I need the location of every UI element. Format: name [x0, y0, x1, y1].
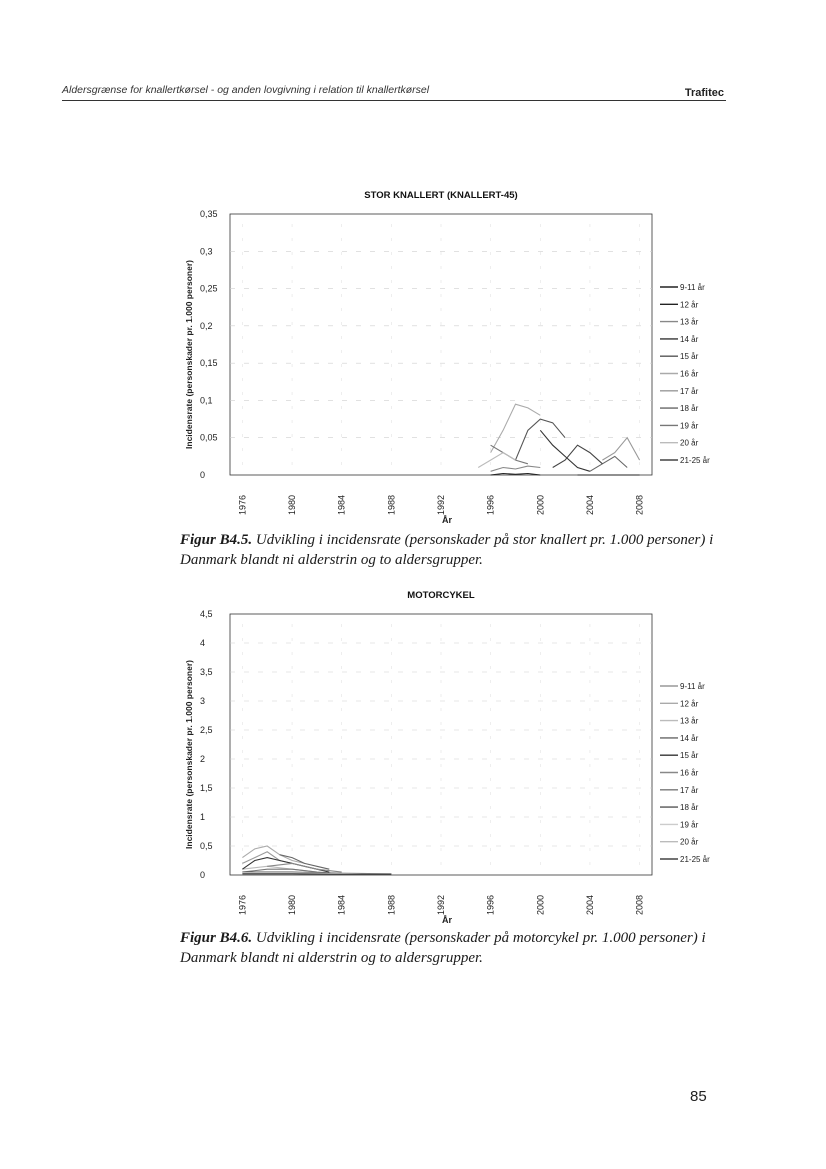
legend-label: 20 år	[680, 438, 699, 448]
x-tick-label: 2000	[535, 494, 546, 516]
legend-label: 12 år	[680, 300, 699, 310]
x-tick-label: 1988	[386, 494, 397, 516]
x-tick-label: 2008	[634, 494, 645, 516]
legend-label: 12 år	[680, 699, 699, 709]
x-tick-label: 1976	[237, 894, 248, 916]
y-tick-label: 0,15	[200, 358, 218, 369]
x-tick-label: 1984	[336, 494, 347, 516]
x-tick-label: 1980	[287, 494, 298, 516]
y-tick-label: 0,5	[200, 841, 213, 851]
legend-label: 15 år	[680, 352, 699, 362]
series-line	[242, 874, 391, 875]
caption-text: Udvikling i incidensrate (personskader på motorcykel pr. 1.000 personer) i Danmark blandt ni alderstrin og to aldersgrupper.	[180, 930, 706, 966]
page-header	[62, 84, 726, 101]
legend-label: 20 år	[680, 837, 699, 847]
y-tick-label: 0,05	[200, 432, 218, 443]
series-line	[491, 466, 541, 471]
legend-label: 16 år	[680, 768, 699, 778]
legend-label: 14 år	[680, 334, 699, 344]
legend-label: 17 år	[680, 386, 699, 396]
x-tick-label: 2008	[634, 894, 645, 916]
x-tick-label: 2000	[535, 894, 546, 916]
figure-caption-b4-6	[180, 928, 740, 968]
x-tick-label: 1996	[485, 894, 496, 916]
x-tick-label: 2004	[584, 894, 595, 916]
x-tick-label: 1976	[237, 494, 248, 516]
series-line	[491, 404, 541, 452]
y-tick-label: 4,5	[200, 609, 213, 619]
y-tick-label: 0,1	[200, 395, 213, 406]
chart-stor-knallert	[150, 182, 740, 526]
x-tick-label: 1996	[485, 494, 496, 516]
y-tick-label: 0,35	[200, 209, 218, 219]
legend-label: 17 år	[680, 785, 699, 795]
legend-label: 9-11 år	[680, 682, 705, 691]
series-line	[540, 430, 590, 471]
figure-caption-b4-5	[180, 530, 740, 570]
y-tick-label: 1,5	[200, 783, 213, 793]
y-tick-label: 0,25	[200, 283, 218, 294]
y-axis-label: Incidensrate (personskader pr. 1.000 personer)	[184, 260, 194, 449]
y-tick-label: 3	[200, 696, 206, 706]
x-axis-label: År	[441, 515, 453, 525]
x-tick-label: 1988	[386, 894, 397, 916]
chart-title: STOR KNALLERT (KNALLERT-45)	[364, 190, 518, 201]
legend-label: 19 år	[680, 820, 699, 830]
series-line	[242, 846, 304, 863]
legend-label: 9-11 år	[680, 283, 705, 292]
y-tick-label: 2	[200, 754, 206, 764]
series-line	[516, 419, 566, 460]
x-tick-label: 1992	[436, 894, 446, 916]
legend-label: 18 år	[680, 803, 699, 813]
y-tick-label: 4	[200, 638, 206, 648]
series-line	[491, 445, 528, 464]
page-number: 85	[690, 1088, 707, 1105]
x-tick-label: 2004	[584, 494, 595, 516]
legend-label: 15 år	[680, 751, 699, 761]
caption-label: Figur B4.6.	[180, 930, 253, 946]
y-tick-label: 0,2	[200, 320, 213, 331]
legend-label: 13 år	[680, 716, 699, 726]
legend-label: 21-25 år	[680, 456, 710, 465]
x-tick-label: 1980	[287, 894, 298, 916]
y-tick-label: 1	[200, 812, 206, 822]
legend-label: 16 år	[680, 369, 699, 379]
series-line	[242, 858, 329, 873]
legend-label: 13 år	[680, 317, 699, 327]
legend-label: 21-25 år	[680, 855, 710, 864]
x-axis-label: År	[441, 915, 453, 925]
x-tick-label: 1992	[436, 494, 446, 516]
y-tick-label: 0	[200, 470, 206, 480]
caption-text: Udvikling i incidensrate (personskader på stor knallert pr. 1.000 personer) i Danmark blandt ni alderstrin og to aldersgrupper.	[180, 532, 714, 568]
legend-label: 14 år	[680, 733, 699, 743]
series-line	[590, 456, 627, 471]
series-line	[478, 453, 515, 468]
y-axis-label: Incidensrate (personskader pr. 1.000 personer)	[184, 660, 194, 849]
caption-label: Figur B4.5.	[180, 532, 253, 548]
header-title: Aldersgrænse for knallertkørsel - og anden lovgivning i relation til knallertkørsel	[62, 84, 430, 96]
y-tick-label: 0	[200, 870, 206, 880]
series-line	[553, 445, 603, 467]
legend-label: 18 år	[680, 404, 699, 414]
y-tick-label: 2,5	[200, 725, 213, 735]
legend-label: 19 år	[680, 421, 699, 431]
header-brand: Trafitec	[684, 87, 724, 99]
x-tick-label: 1984	[336, 894, 347, 916]
y-tick-label: 0,3	[200, 246, 213, 257]
series-line	[602, 438, 639, 460]
chart-title: MOTORCYKEL	[407, 590, 475, 601]
y-tick-label: 3,5	[200, 667, 213, 677]
chart-motorcykel	[150, 582, 740, 926]
